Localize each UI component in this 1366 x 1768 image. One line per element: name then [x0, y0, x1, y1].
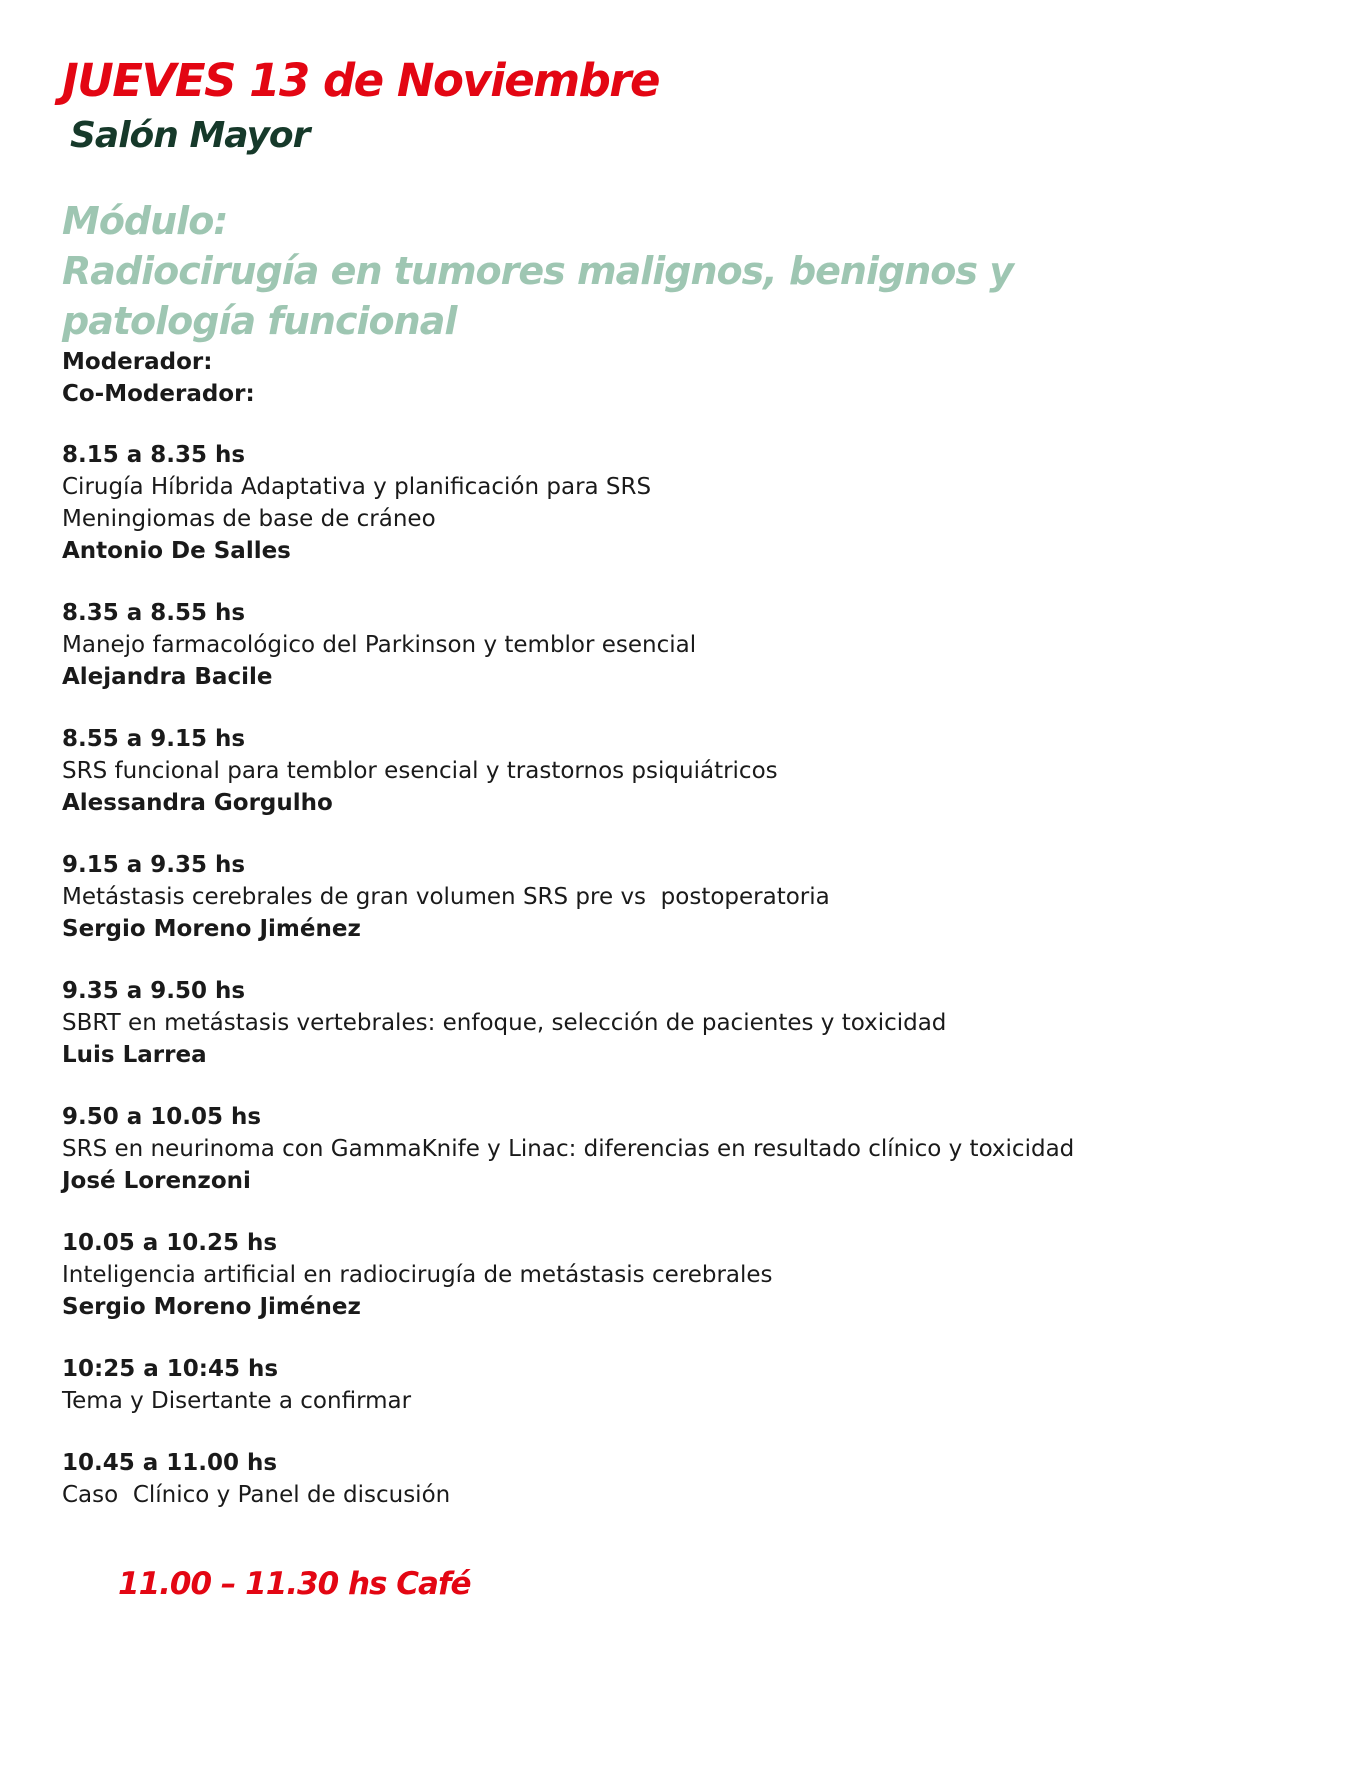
day-title: JUEVES 13 de Noviembre — [62, 54, 660, 107]
session-time: 8.15 a 8.35 hs — [62, 442, 246, 468]
session-topic: Inteligencia artificial en radiocirugía de metástasis cerebrales — [62, 1262, 773, 1288]
session-speaker: José Lorenzoni — [62, 1168, 251, 1194]
session-time: 10:25 a 10:45 hs — [62, 1356, 279, 1382]
module-block — [62, 196, 1322, 346]
session-time: 10.05 a 10.25 hs — [62, 1230, 278, 1256]
session-item — [62, 1101, 1322, 1197]
session-topic: Caso Clínico y Panel de discusión — [62, 1482, 451, 1508]
session-topic: Tema y Disertante a confirmar — [62, 1388, 412, 1414]
session-item — [62, 1447, 1322, 1511]
coffee-break: 11.00 – 11.30 hs Café — [118, 1566, 471, 1602]
session-time: 8.55 a 9.15 hs — [62, 726, 246, 752]
session-topic: Manejo farmacológico del Parkinson y temblor esencial — [62, 632, 697, 658]
session-speaker: Alejandra Bacile — [62, 664, 273, 690]
session-time: 9.50 a 10.05 hs — [62, 1104, 262, 1130]
session-topic: SRS funcional para temblor esencial y trastornos psiquiátricos — [62, 758, 778, 784]
session-item — [62, 439, 1322, 567]
moderator-label: Moderador: — [62, 349, 213, 375]
session-item — [62, 1353, 1322, 1417]
program-page — [62, 52, 1322, 1541]
session-item — [62, 1227, 1322, 1323]
session-item — [62, 849, 1322, 945]
session-speaker: Sergio Moreno Jiménez — [62, 916, 361, 942]
co-moderator-label: Co-Moderador: — [62, 381, 255, 407]
session-item — [62, 597, 1322, 693]
session-time: 8.35 a 8.55 hs — [62, 600, 246, 626]
session-topic: SBRT en metástasis vertebrales: enfoque, selección de pacientes y toxicidad — [62, 1010, 947, 1036]
session-topic: Metástasis cerebrales de gran volumen SRS pre vs postoperatoria — [62, 884, 830, 910]
room-name: Salón Mayor — [70, 115, 310, 156]
session-time: 9.35 a 9.50 hs — [62, 978, 246, 1004]
session-speaker: Antonio De Salles — [62, 538, 291, 564]
session-item — [62, 723, 1322, 819]
module-title-line-1: Radiocirugía en tumores malignos, benignos y — [62, 249, 1013, 293]
session-time: 10.45 a 11.00 hs — [62, 1450, 278, 1476]
session-speaker: Luis Larrea — [62, 1042, 207, 1068]
session-list — [62, 439, 1322, 1511]
session-speaker: Alessandra Gorgulho — [62, 790, 333, 816]
session-topic: SRS en neurinoma con GammaKnife y Linac: diferencias en resultado clínico y toxicidad — [62, 1136, 1075, 1162]
session-topic: Meningiomas de base de cráneo — [62, 506, 436, 532]
session-speaker: Sergio Moreno Jiménez — [62, 1294, 361, 1320]
module-label: Módulo: — [62, 199, 228, 243]
session-item — [62, 975, 1322, 1071]
session-topic: Cirugía Híbrida Adaptativa y planificación para SRS — [62, 474, 652, 500]
module-title-line-2: patología funcional — [62, 299, 457, 343]
session-time: 9.15 a 9.35 hs — [62, 852, 246, 878]
